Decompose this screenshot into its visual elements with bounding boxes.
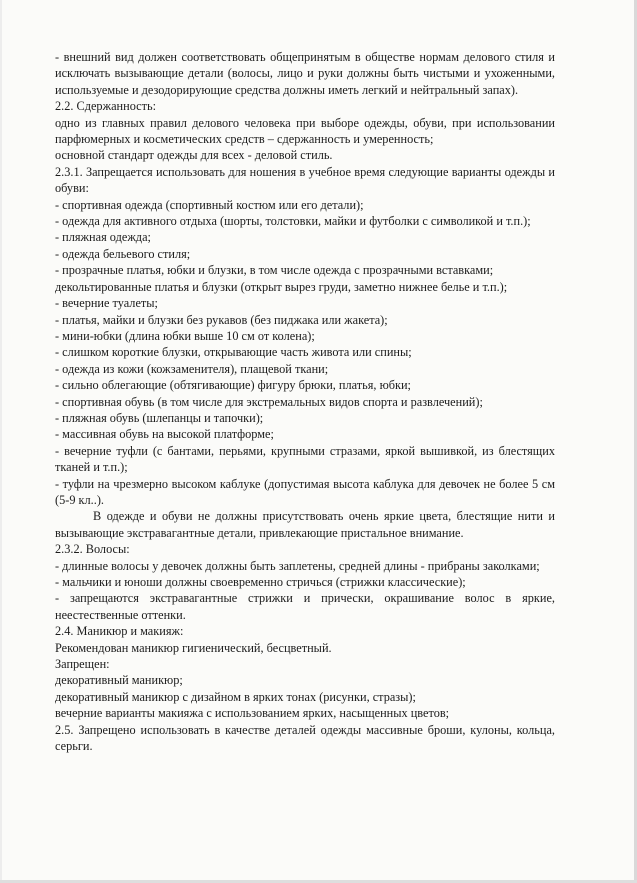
paragraph: Рекомендован маникюр гигиенический, бесцветный. — [55, 640, 332, 655]
paragraph: одно из главных правил делового человека при выборе одежды, обуви, при использовании парфюмерных и косметических средств – сдержанность и умеренность; — [55, 115, 555, 147]
paragraph: 2.2. Сдержанность: — [55, 99, 157, 114]
paragraph: - мальчики и юноши должны своевременно стричься (стрижки классические); — [55, 575, 466, 589]
paragraph: вечерние варианты макияжа с использованием ярких, насыщенных цветов; — [55, 706, 450, 721]
paragraph: декольтированные платья и блузки (открыт вырез груди, заметно нижнее белье и т.п.); — [55, 279, 508, 294]
paragraph: - длинные волосы у девочек должны быть заплетены, средней длины - прибраны заколками; — [55, 558, 540, 573]
paragraph: - слишком короткие блузки, открывающие часть живота или спины; — [55, 345, 412, 360]
paragraph: В одежде и обуви не должны присутствовать очень яркие цвета, блестящие нити и вызывающие экстравагантные детали, привлекающие пристальное внимание. — [55, 509, 555, 540]
paragraph: - сильно облегающие (обтягивающие) фигуру брюки, платья, юбки; — [55, 378, 411, 393]
paragraph: - одежда для активного отдыха (шорты, толстовки, майки и футболки с символикой и т.п.); — [55, 214, 531, 229]
paragraph: - массивная обувь на высокой платформе; — [55, 427, 274, 442]
paragraph: основной стандарт одежды для всех - деловой стиль. — [55, 148, 333, 163]
paragraph: 2.3.2. Волосы: — [55, 542, 130, 557]
paragraph: Запрещен: — [55, 657, 110, 672]
paragraph: - вечерние туфли (с бантами, перьями, крупными стразами, яркой вышивкой, из блестящих тканей и т.п.); — [55, 443, 555, 475]
paragraph: 2.4. Маникюр и макияж: — [55, 624, 184, 639]
document-body — [55, 49, 555, 754]
paragraph: - вечерние туалеты; — [55, 296, 158, 311]
paragraph: декоративный маникюр с дизайном в ярких тонах (рисунки, стразы); — [55, 689, 416, 704]
page-left-edge — [0, 0, 2, 883]
paragraph: декоративный маникюр; — [55, 673, 183, 688]
paragraph: - туфли на чрезмерно высоком каблуке (допустимая высота каблука для девочек не более 5 см (5-9 кл..). — [55, 476, 555, 507]
paragraph: - пляжная обувь (шлепанцы и тапочки); — [55, 410, 264, 425]
paragraph: - прозрачные платья, юбки и блузки, в том числе одежда с прозрачными вставками; — [55, 263, 494, 278]
paragraph: 2.5. Запрещено использовать в качестве деталей одежды массивные броши, кулоны, кольца, серьги. — [55, 722, 555, 754]
paragraph: - спортивная обувь (в том числе для экстремальных видов спорта и развлечений); — [55, 394, 483, 409]
paragraph: - пляжная одежда; — [55, 230, 151, 245]
paragraph: - внешний вид должен соответствовать общепринятым в обществе нормам делового стиля и исключать вызывающие детали (волосы, лицо и руки должны быть чистыми и ухоженными, используемые и дезодорирующие средства должны иметь легкий и нейтральный запах). — [55, 50, 555, 97]
paragraph: - мини-юбки (длина юбки выше 10 см от колена); — [55, 328, 315, 343]
paragraph: - запрещаются экстравагантные стрижки и прически, окрашивание волос в яркие, неестественные оттенки. — [55, 591, 555, 622]
paragraph: 2.3.1. Запрещается использовать для ношения в учебное время следующие варианты одежды и обуви: — [55, 164, 555, 196]
paragraph: - одежда из кожи (кожзаменителя), плащевой ткани; — [55, 361, 329, 376]
paragraph: - платья, майки и блузки без рукавов (без пиджака или жакета); — [55, 312, 388, 327]
paragraph: - спортивная одежда (спортивный костюм или его детали); — [55, 197, 364, 212]
paragraph: - одежда бельевого стиля; — [55, 246, 191, 261]
